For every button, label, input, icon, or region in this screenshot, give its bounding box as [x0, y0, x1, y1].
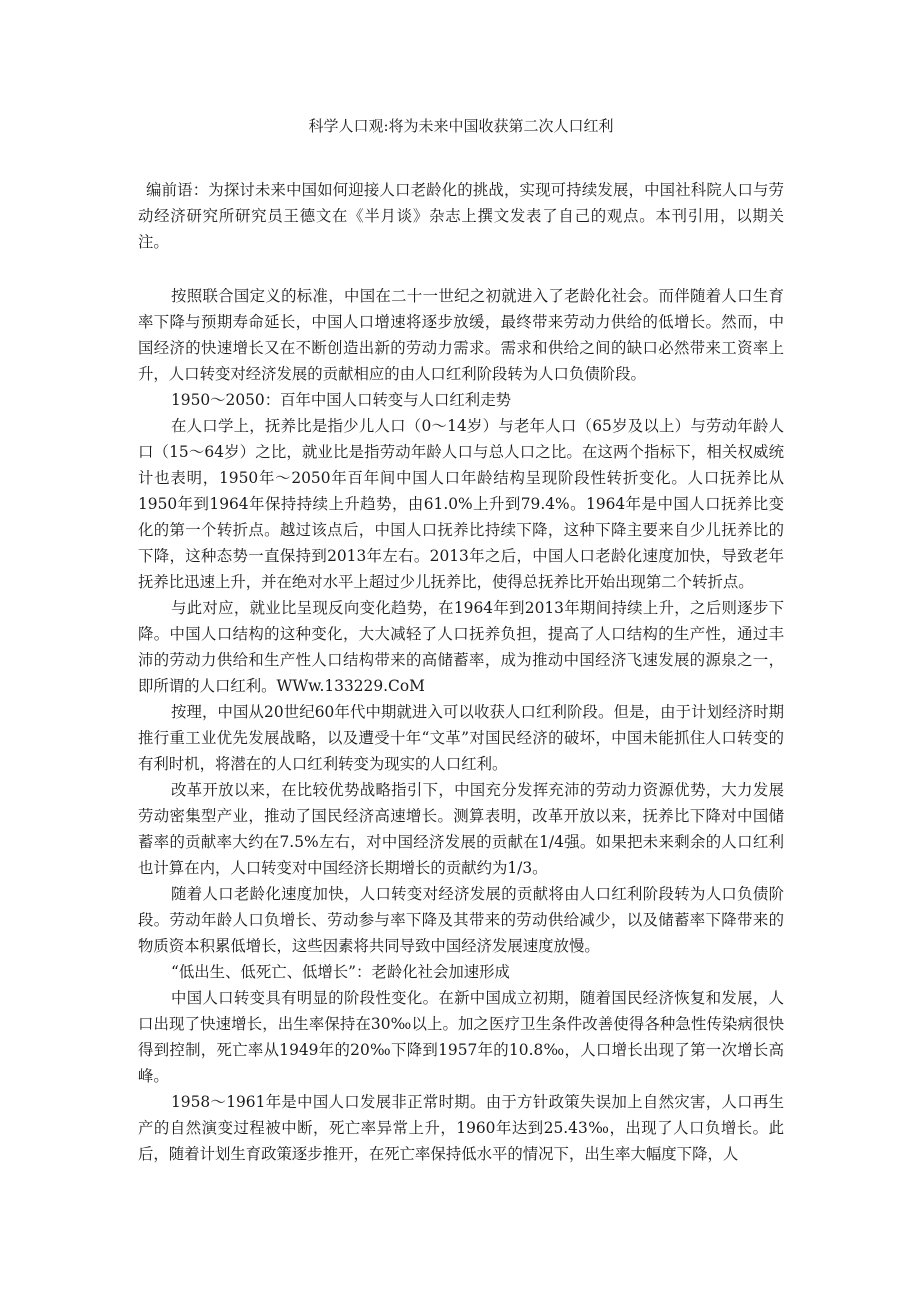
paragraph-aging-impact: 随着人口老龄化速度加快，人口转变对经济发展的贡献将由人口红利阶段转为人口负债阶段。劳动年龄人口负增长、劳动参与率下降及其带来的劳动供给减少，以及储蓄率下降带来的物质资本积累低增长，这些因素将共同导致中国经济发展速度放慢。 — [138, 885, 784, 955]
paragraph-reform-opening: 改革开放以来，在比较优势战略指引下，中国充分发挥充沛的劳动力资源优势，大力发展劳动密集型产业，推动了国民经济高速增长。测算表明，改革开放以来，抚养比下降对中国储蓄率的贡献率大约在7.5%左右，对中国经济发展的贡献在1/4强。如果把未来剩余的人口红利也计算在内，人口转变对中国经济长期增长的贡献约为1/3。 — [138, 781, 784, 877]
paragraph-transition-stages: 中国人口转变具有明显的阶段性变化。在新中国成立初期，随着国民经济恢复和发展，人口出现了快速增长，出生率保持在30‰以上。加之医疗卫生条件改善使得各种急性传染病很快得到控制，死亡率从1949年的20‰下降到1957年的10.8‰，人口增长出现了第一次增长高峰。 — [138, 989, 784, 1085]
paragraph-missed-dividend: 按理，中国从20世纪60年代中期就进入可以收获人口红利阶段。但是，由于计划经济时期推行重工业优先发展战略，以及遭受十年“文革”对国民经济的破坏，中国未能抓住人口转变的有利时机，将潜在的人口红利转变为现实的人口红利。 — [138, 703, 784, 773]
document-body — [138, 283, 784, 1167]
paragraph-1958-1961: 1958～1961年是中国人口发展非正常时期。由于方针政策失误加上自然灾害，人口再生产的自然演变过程被中断，死亡率异常上升，1960年达到25.43‰，出现了人口负增长。此后，随着计划生育政策逐步推开，在死亡率保持低水平的情况下，出生率大幅度下降，人 — [138, 1093, 784, 1163]
section-heading-aging-society: “低出生、低死亡、低增长”：老龄化社会加速形成 — [171, 963, 510, 981]
editor-preface: 编前语：为探讨未来中国如何迎接人口老龄化的挑战，实现可持续发展，中国社科院人口与劳动经济研究所研究员王德文在《半月谈》杂志上撰文发表了自己的观点。本刊引用，以期关注。 — [138, 181, 784, 251]
paragraph-dependency-ratio: 在人口学上，抚养比是指少儿人口（0～14岁）与老年人口（65岁及以上）与劳动年龄人口（15～64岁）之比，就业比是指劳动年龄人口与总人口之比。在这两个指标下，相关权威统计也表明，1950年～2050年百年间中国人口年龄结构呈现阶段性转折变化。人口抚养比从1950年到1964年保持持续上升趋势，由61.0%上升到79.4%。1964年是中国人口抚养比变化的第一个转折点。越过该点后，中国人口抚养比持续下降，这种下降主要来自少儿抚养比的下降，这种态势一直保持到2013年左右。2013年之后，中国人口老龄化速度加快，导致老年抚养比迅速上升，并在绝对水平上超过少儿抚养比，使得总抚养比开始出现第二个转折点。 — [138, 417, 784, 591]
section-heading-1950-2050: 1950～2050：百年中国人口转变与人口红利走势 — [171, 391, 511, 409]
paragraph-employment-ratio: 与此对应，就业比呈现反向变化趋势，在1964年到2013年期间持续上升，之后则逐步下降。中国人口结构的这种变化，大大减轻了人口抚养负担，提高了人口结构的生产性，通过丰沛的劳动力供给和生产性人口结构带来的高储蓄率，成为推动中国经济飞速发展的源泉之一，即所谓的人口红利。WWw.133229.CoM — [138, 599, 784, 695]
paragraph-intro: 按照联合国定义的标准，中国在二十一世纪之初就进入了老龄化社会。而伴随着人口生育率下降与预期寿命延长，中国人口增速将逐步放缓，最终带来劳动力供给的低增长。然而，中国经济的快速增长又在不断创造出新的劳动力需求。需求和供给之间的缺口必然带来工资率上升，人口转变对经济发展的贡献相应的由人口红利阶段转为人口负债阶段。 — [138, 287, 784, 383]
document-title: 科学人口观:将为未来中国收获第二次人口红利 — [308, 117, 614, 135]
